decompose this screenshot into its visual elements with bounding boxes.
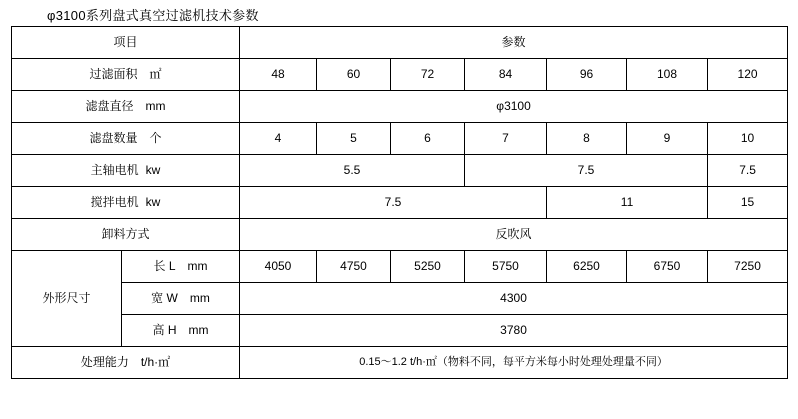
row-capacity (12, 347, 788, 379)
row-capacity-label: 处理能力 t/h·㎡ (12, 347, 240, 379)
cell-value: 6750 (627, 251, 708, 283)
cell-value-group: 7.5 (240, 187, 547, 219)
row-disc-count (12, 123, 788, 155)
cell-value: 96 (547, 59, 627, 91)
cell-value: 60 (317, 59, 391, 91)
cell-value-merged: 4300 (240, 283, 788, 315)
spec-table (11, 26, 788, 379)
row-main-motor (12, 155, 788, 187)
page-title: φ3100系列盘式真空过滤机技术参数 (47, 8, 259, 23)
row-length-label: 长 L mm (122, 251, 240, 283)
cell-value-group: 7.5 (708, 155, 788, 187)
row-main-motor-label: 主轴电机 kw (12, 155, 240, 187)
cell-value: 7250 (708, 251, 788, 283)
cell-value: 4750 (317, 251, 391, 283)
header-param-cell: 参数 (240, 27, 788, 59)
row-agitator-motor-label: 搅拌电机 kw (12, 187, 240, 219)
table-header-row (12, 27, 788, 59)
row-height-label: 高 H mm (122, 315, 240, 347)
cell-value-group: 7.5 (465, 155, 708, 187)
cell-value-group: 11 (547, 187, 708, 219)
cell-value-group: 15 (708, 187, 788, 219)
cell-value: 5750 (465, 251, 547, 283)
cell-value: 72 (391, 59, 465, 91)
cell-value: 4050 (240, 251, 317, 283)
row-discharge (12, 219, 788, 251)
row-filter-area (12, 59, 788, 91)
row-disc-diameter-label: 滤盘直径 mm (12, 91, 240, 123)
header-item-cell: 项目 (12, 27, 240, 59)
cell-value-group: 5.5 (240, 155, 465, 187)
cell-value: 108 (627, 59, 708, 91)
row-height (12, 315, 788, 347)
cell-value-merged: φ3100 (240, 91, 788, 123)
cell-value: 9 (627, 123, 708, 155)
row-length (12, 251, 788, 283)
cell-value: 84 (465, 59, 547, 91)
cell-value: 8 (547, 123, 627, 155)
cell-value: 10 (708, 123, 788, 155)
row-disc-count-label: 滤盘数量 个 (12, 123, 240, 155)
row-filter-area-label: 过滤面积 ㎡ (12, 59, 240, 91)
cell-value-merged: 0.15～1.2 t/h·㎡（物料不同，每平方米每小时处理处理量不同） (240, 347, 788, 379)
dimensions-label: 外形尺寸 (12, 251, 122, 347)
row-width (12, 283, 788, 315)
row-discharge-label: 卸料方式 (12, 219, 240, 251)
cell-value: 4 (240, 123, 317, 155)
cell-value: 6 (391, 123, 465, 155)
cell-value: 120 (708, 59, 788, 91)
row-width-label: 宽 W mm (122, 283, 240, 315)
cell-value-merged: 3780 (240, 315, 788, 347)
cell-value-merged: 反吹风 (240, 219, 788, 251)
cell-value: 5 (317, 123, 391, 155)
row-disc-diameter (12, 91, 788, 123)
cell-value: 48 (240, 59, 317, 91)
cell-value: 6250 (547, 251, 627, 283)
cell-value: 7 (465, 123, 547, 155)
cell-value: 5250 (391, 251, 465, 283)
row-agitator-motor (12, 187, 788, 219)
spec-table-container (11, 26, 787, 379)
